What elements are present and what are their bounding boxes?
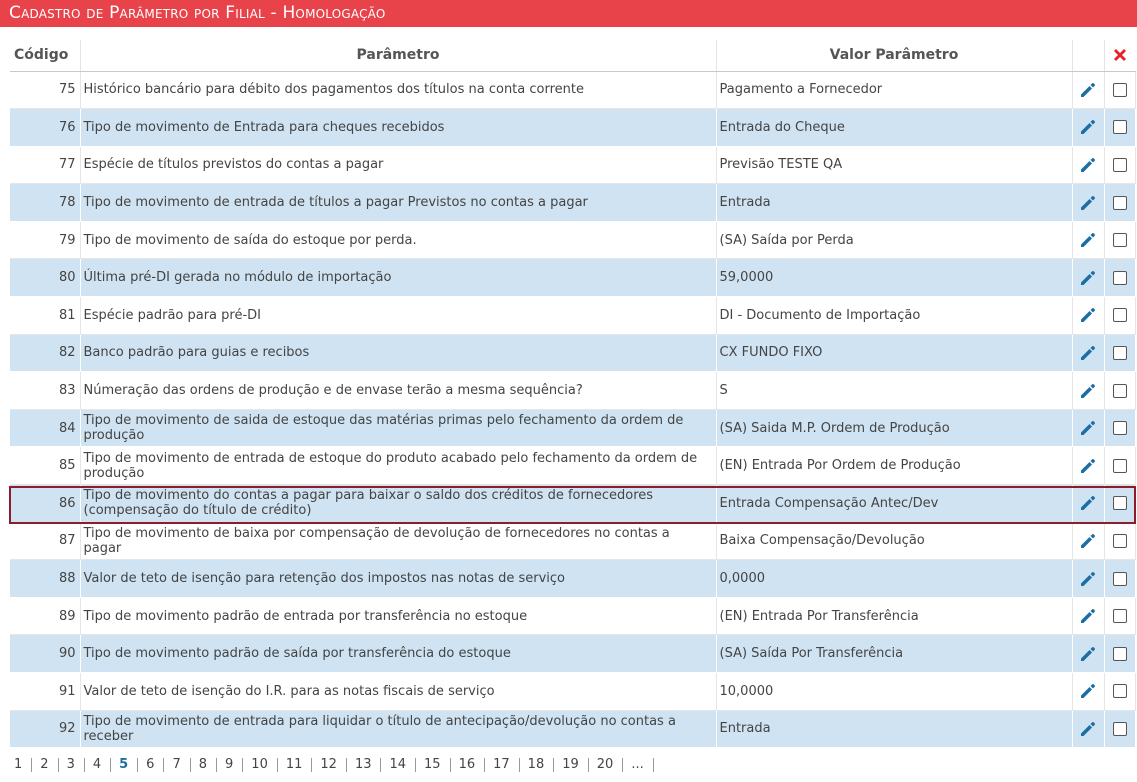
row-select-checkbox[interactable]: [1113, 196, 1127, 210]
cell-param: Banco padrão para guias e recibos: [80, 334, 716, 372]
cell-code: 86: [10, 485, 80, 523]
pencil-icon[interactable]: [1078, 719, 1098, 739]
cell-value: Baixa Compensação/Devolução: [716, 522, 1072, 560]
pencil-icon[interactable]: [1078, 117, 1098, 137]
edit-button[interactable]: [1072, 71, 1104, 109]
cell-param: Histórico bancário para débito dos pagamentos dos títulos na conta corrente: [80, 71, 716, 109]
cell-value: 59,0000: [716, 259, 1072, 297]
row-select-cell: [1104, 259, 1135, 297]
row-select-cell: [1104, 447, 1135, 485]
pencil-icon[interactable]: [1078, 80, 1098, 100]
page-link[interactable]: 17: [485, 758, 520, 772]
table-row[interactable]: [10, 259, 1135, 297]
table-row[interactable]: [10, 635, 1135, 673]
cell-code: 79: [10, 221, 80, 259]
cell-value: Entrada do Cheque: [716, 109, 1072, 147]
page-more-link[interactable]: ...: [623, 758, 653, 772]
page-link[interactable]: 19: [554, 758, 589, 772]
table-row[interactable]: [10, 710, 1135, 748]
page-link[interactable]: 2: [32, 758, 58, 772]
table-row[interactable]: [10, 184, 1135, 222]
row-select-cell: [1104, 597, 1135, 635]
cell-param: Tipo de movimento padrão de saída por transferência do estoque: [80, 635, 716, 673]
page-link[interactable]: 13: [347, 758, 382, 772]
row-select-cell: [1104, 372, 1135, 410]
pencil-icon[interactable]: [1078, 569, 1098, 589]
cell-param: Tipo de movimento de Entrada para cheques recebidos: [80, 109, 716, 147]
table-row[interactable]: [10, 522, 1135, 560]
page-link[interactable]: 5: [111, 758, 138, 772]
edit-button[interactable]: [1072, 409, 1104, 447]
page-link[interactable]: 14: [381, 758, 416, 772]
page-title: Cadastro de Parâmetro por Filial - Homologação: [0, 0, 1137, 27]
cell-param: Valor de teto de isenção para retenção dos impostos nas notas de serviço: [80, 560, 716, 598]
edit-button[interactable]: [1072, 297, 1104, 335]
row-select-checkbox[interactable]: [1113, 233, 1127, 247]
page-link[interactable]: 18: [520, 758, 555, 772]
row-select-checkbox[interactable]: [1113, 459, 1127, 473]
cell-param: Númeração das ordens de produção e de envase terão a mesma sequência?: [80, 372, 716, 410]
cell-code: 88: [10, 560, 80, 598]
row-select-cell: [1104, 184, 1135, 222]
cell-value: (SA) Saída Por Transferência: [716, 635, 1072, 673]
cell-value: Entrada Compensação Antec/Dev: [716, 485, 1072, 523]
table-row[interactable]: [10, 146, 1135, 184]
delete-selected-button[interactable]: [1104, 40, 1135, 71]
edit-button[interactable]: [1072, 522, 1104, 560]
table-row[interactable]: [10, 109, 1135, 147]
cell-code: 76: [10, 109, 80, 147]
edit-button[interactable]: [1072, 372, 1104, 410]
cell-code: 75: [10, 71, 80, 109]
cell-code: 89: [10, 597, 80, 635]
cell-code: 92: [10, 710, 80, 748]
row-select-checkbox[interactable]: [1113, 271, 1127, 285]
cell-code: 85: [10, 447, 80, 485]
page-link[interactable]: 15: [416, 758, 451, 772]
row-select-cell: [1104, 560, 1135, 598]
table-row[interactable]: [10, 334, 1135, 372]
cell-param: Valor de teto de isenção do I.R. para as notas fiscais de serviço: [80, 673, 716, 711]
table-body: [10, 71, 1135, 748]
table-row[interactable]: [10, 560, 1135, 598]
pencil-icon[interactable]: [1078, 531, 1098, 551]
row-select-cell: [1104, 409, 1135, 447]
cell-param: Tipo de movimento de entrada de estoque do produto acabado pelo fechamento da ordem de produção: [80, 447, 716, 485]
row-select-cell: [1104, 710, 1135, 748]
row-select-checkbox[interactable]: [1113, 572, 1127, 586]
cell-value: (SA) Saída por Perda: [716, 221, 1072, 259]
pencil-icon[interactable]: [1078, 456, 1098, 476]
cell-param: Tipo de movimento de saida de estoque das matérias primas pelo fechamento da ordem de produção: [80, 409, 716, 447]
cell-code: 84: [10, 409, 80, 447]
row-select-checkbox[interactable]: [1113, 684, 1127, 698]
edit-button[interactable]: [1072, 635, 1104, 673]
table-row[interactable]: [10, 447, 1135, 485]
close-x-icon[interactable]: [1111, 46, 1129, 64]
pencil-icon[interactable]: [1078, 644, 1098, 664]
page-link[interactable]: 16: [451, 758, 486, 772]
row-select-checkbox[interactable]: [1113, 83, 1127, 97]
table-row[interactable]: [10, 297, 1135, 335]
row-select-checkbox[interactable]: [1113, 496, 1127, 510]
page-link[interactable]: 8: [191, 758, 217, 772]
page-link[interactable]: 12: [312, 758, 347, 772]
cell-value: Pagamento a Fornecedor: [716, 71, 1072, 109]
edit-button[interactable]: [1072, 334, 1104, 372]
pencil-icon[interactable]: [1078, 343, 1098, 363]
row-select-cell: [1104, 673, 1135, 711]
pagination: [14, 755, 654, 775]
edit-button[interactable]: [1072, 710, 1104, 748]
pencil-icon[interactable]: [1078, 193, 1098, 213]
cell-value: 0,0000: [716, 560, 1072, 598]
edit-button[interactable]: [1072, 221, 1104, 259]
edit-button[interactable]: [1072, 673, 1104, 711]
edit-button[interactable]: [1072, 447, 1104, 485]
column-header-value[interactable]: Valor Parâmetro: [716, 40, 1072, 71]
page-link[interactable]: 6: [138, 758, 164, 772]
row-select-checkbox[interactable]: [1113, 609, 1127, 623]
row-select-cell: [1104, 334, 1135, 372]
page-link[interactable]: 1: [14, 758, 32, 772]
page-link[interactable]: 20: [589, 758, 624, 772]
row-select-cell: [1104, 485, 1135, 523]
edit-button[interactable]: [1072, 597, 1104, 635]
row-select-cell: [1104, 109, 1135, 147]
cell-code: 78: [10, 184, 80, 222]
cell-value: Previsão TESTE QA: [716, 146, 1072, 184]
row-select-checkbox[interactable]: [1113, 722, 1127, 736]
page-link[interactable]: 4: [85, 758, 111, 772]
cell-code: 77: [10, 146, 80, 184]
cell-value: Entrada: [716, 184, 1072, 222]
table-row[interactable]: [10, 597, 1135, 635]
cell-param: Última pré-DI gerada no módulo de importação: [80, 259, 716, 297]
cell-code: 83: [10, 372, 80, 410]
cell-value: CX FUNDO FIXO: [716, 334, 1072, 372]
edit-button[interactable]: [1072, 146, 1104, 184]
table-row[interactable]: [10, 372, 1135, 410]
edit-button[interactable]: [1072, 109, 1104, 147]
pencil-icon[interactable]: [1078, 418, 1098, 438]
page-link[interactable]: 10: [243, 758, 278, 772]
cell-param: Tipo de movimento do contas a pagar para baixar o saldo dos créditos de fornecedores (compensação do título de crédito): [80, 485, 716, 523]
edit-button[interactable]: [1072, 485, 1104, 523]
pencil-icon[interactable]: [1078, 493, 1098, 513]
table-row[interactable]: [10, 673, 1135, 711]
cell-param: Tipo de movimento de entrada para liquidar o título de antecipação/devolução no contas a receber: [80, 710, 716, 748]
cell-param: Tipo de movimento de baixa por compensação de devolução de fornecedores no contas a pagar: [80, 522, 716, 560]
row-select-cell: [1104, 635, 1135, 673]
cell-param: Tipo de movimento de saída do estoque por perda.: [80, 221, 716, 259]
table-row[interactable]: [10, 71, 1135, 109]
cell-param: Tipo de movimento de entrada de títulos a pagar Previstos no contas a pagar: [80, 184, 716, 222]
pencil-icon[interactable]: [1078, 381, 1098, 401]
cell-param: Tipo de movimento padrão de entrada por transferência no estoque: [80, 597, 716, 635]
row-select-cell: [1104, 71, 1135, 109]
cell-param: Espécie de títulos previstos do contas a pagar: [80, 146, 716, 184]
edit-button[interactable]: [1072, 259, 1104, 297]
row-select-checkbox[interactable]: [1113, 421, 1127, 435]
cell-code: 87: [10, 522, 80, 560]
cell-value: S: [716, 372, 1072, 410]
cell-value: 10,0000: [716, 673, 1072, 711]
cell-code: 90: [10, 635, 80, 673]
row-select-checkbox[interactable]: [1113, 647, 1127, 661]
row-select-cell: [1104, 522, 1135, 560]
pencil-icon[interactable]: [1078, 305, 1098, 325]
edit-button[interactable]: [1072, 184, 1104, 222]
pencil-icon[interactable]: [1078, 155, 1098, 175]
page-link[interactable]: 7: [164, 758, 190, 772]
cell-code: 80: [10, 259, 80, 297]
cell-code: 82: [10, 334, 80, 372]
cell-code: 91: [10, 673, 80, 711]
row-select-checkbox[interactable]: [1113, 534, 1127, 548]
row-select-checkbox[interactable]: [1113, 346, 1127, 360]
cell-value: (SA) Saida M.P. Ordem de Produção: [716, 409, 1072, 447]
column-header-code[interactable]: Código: [10, 40, 80, 71]
cell-value: (EN) Entrada Por Transferência: [716, 597, 1072, 635]
pencil-icon[interactable]: [1078, 230, 1098, 250]
parameter-table: [10, 40, 1136, 748]
pencil-icon[interactable]: [1078, 681, 1098, 701]
row-select-cell: [1104, 297, 1135, 335]
table-row[interactable]: [10, 409, 1135, 447]
page-link[interactable]: 11: [278, 758, 313, 772]
cell-value: Entrada: [716, 710, 1072, 748]
table-header-row: [10, 40, 1135, 71]
row-select-checkbox[interactable]: [1113, 384, 1127, 398]
table-row[interactable]: [10, 485, 1135, 523]
page-link[interactable]: 3: [59, 758, 85, 772]
row-select-cell: [1104, 221, 1135, 259]
column-header-param[interactable]: Parâmetro: [80, 40, 716, 71]
pencil-icon[interactable]: [1078, 268, 1098, 288]
row-select-cell: [1104, 146, 1135, 184]
cell-value: DI - Documento de Importação: [716, 297, 1072, 335]
cell-value: (EN) Entrada Por Ordem de Produção: [716, 447, 1072, 485]
row-select-checkbox[interactable]: [1113, 308, 1127, 322]
cell-code: 81: [10, 297, 80, 335]
page-link[interactable]: 9: [217, 758, 243, 772]
row-select-checkbox[interactable]: [1113, 120, 1127, 134]
edit-button[interactable]: [1072, 560, 1104, 598]
row-select-checkbox[interactable]: [1113, 158, 1127, 172]
column-header-edit: [1072, 40, 1104, 71]
cell-param: Espécie padrão para pré-DI: [80, 297, 716, 335]
pencil-icon[interactable]: [1078, 606, 1098, 626]
table-row[interactable]: [10, 221, 1135, 259]
